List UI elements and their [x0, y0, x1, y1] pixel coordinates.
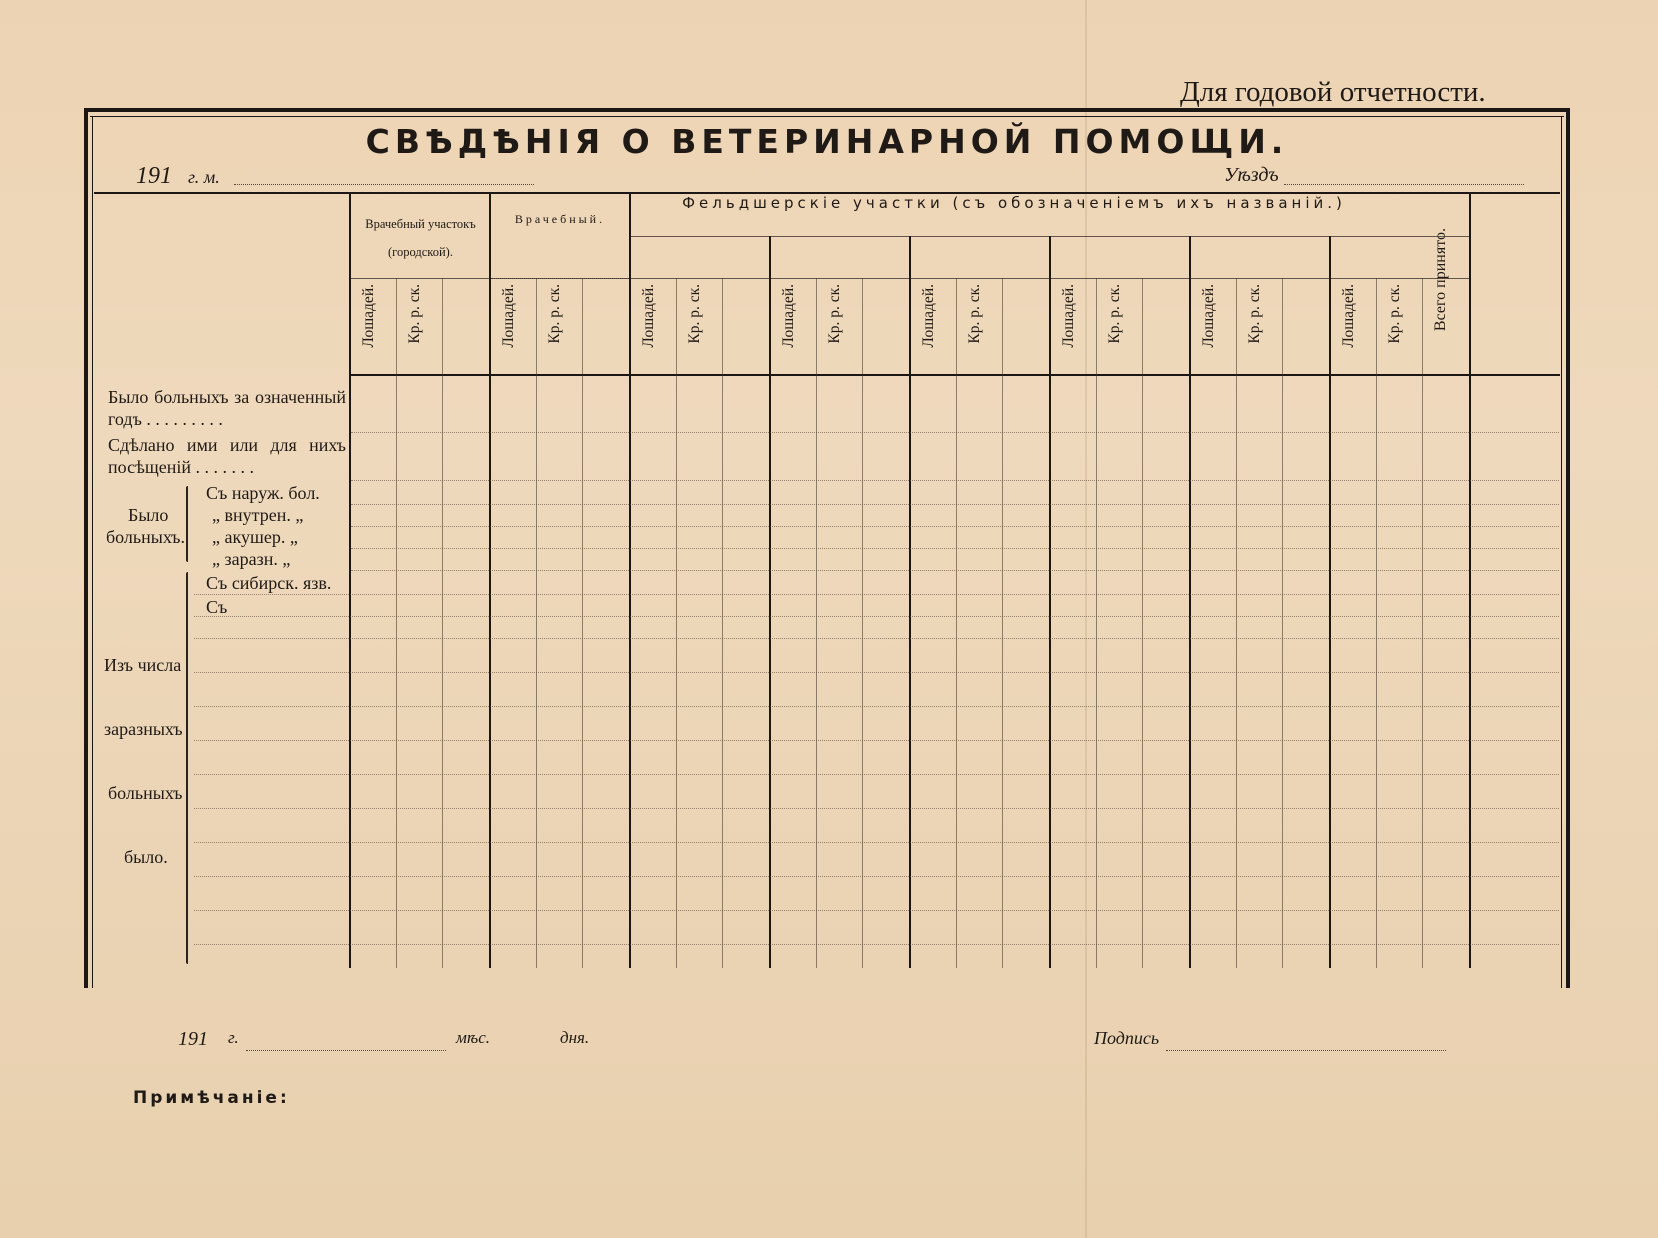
row-rule — [351, 480, 1559, 481]
row-was: было. — [124, 847, 168, 867]
unit-cattle-1: Кр. р. ск. — [406, 284, 423, 344]
row-rule — [194, 638, 1559, 639]
footer-day: дня. — [560, 1028, 590, 1047]
frame-left — [84, 108, 88, 988]
unit-cattle-6: Кр. р. ск. — [1106, 284, 1123, 344]
subcol-rule — [1142, 278, 1143, 968]
row-rule — [351, 526, 1559, 527]
subcol-rule — [442, 278, 443, 968]
footer-signature: Подпись — [1094, 1028, 1160, 1048]
col-divider-labels — [349, 192, 351, 968]
col-divider-7 — [1329, 236, 1331, 968]
row-was-sick-b: больныхъ. — [106, 527, 185, 547]
header-year-suffix: г. м. — [188, 167, 220, 187]
note-label: Примѣчаніе: — [133, 1088, 290, 1108]
row-with: Съ — [206, 597, 228, 617]
header-year: 191 — [136, 163, 172, 189]
subcol-rule — [1376, 278, 1377, 968]
col-divider-2 — [629, 192, 631, 968]
form-title: СВѢДѢНІЯ О ВЕТЕРИНАРНОЙ ПОМОЩИ. — [365, 122, 1289, 161]
unit-cattle-4: Кр. р. ск. — [826, 284, 843, 344]
unit-horses-2: Лошадей. — [500, 284, 517, 348]
unit-horses-4: Лошадей. — [780, 284, 797, 348]
col-divider-total — [1469, 192, 1471, 968]
subheader-rule-units — [351, 278, 1469, 279]
row-rule — [194, 842, 1559, 843]
row-external: Съ наруж. бол. — [206, 483, 320, 503]
unit-horses-6: Лошадей. — [1060, 284, 1077, 348]
unit-cattle-3: Кр. р. ск. — [686, 284, 703, 344]
row-rule — [194, 944, 1559, 945]
header-doctor-district: Врачебный. — [514, 212, 606, 226]
subcol-rule — [816, 278, 817, 968]
footer-g: г. — [228, 1028, 239, 1047]
row-anthrax: Съ сибирск. язв. — [206, 573, 332, 593]
row-rule — [194, 594, 1559, 595]
row-rule — [194, 910, 1559, 911]
subcol-rule — [1282, 278, 1283, 968]
subcol-rule — [582, 278, 583, 968]
subcol-rule — [1002, 278, 1003, 968]
row-rule — [194, 876, 1559, 877]
row-infectious-pl: заразныхъ — [104, 719, 183, 739]
row-rule — [351, 432, 1559, 433]
row-of-number: Изъ числа — [104, 655, 182, 675]
uezd-blank[interactable] — [1284, 184, 1524, 185]
frame-right-inner — [1561, 116, 1562, 988]
brace-infectious — [186, 572, 188, 964]
col-divider-6 — [1189, 236, 1191, 968]
unit-horses-3: Лошадей. — [640, 284, 657, 348]
col-divider-4 — [909, 236, 911, 968]
subheader-rule-feldsher — [631, 236, 1469, 237]
row-rule — [351, 570, 1559, 571]
row-rule — [194, 740, 1559, 741]
footer-month: мѣс. — [456, 1028, 490, 1047]
row-rule — [351, 548, 1559, 549]
unit-cattle-5: Кр. р. ск. — [966, 284, 983, 344]
subcol-rule — [676, 278, 677, 968]
header-total: Всего принято. — [1432, 228, 1449, 332]
header-year-line — [136, 163, 220, 190]
frame-right — [1566, 108, 1570, 988]
row-sick-per-year: Было больныхъ за означенный годъ . . . . . . . . . — [108, 387, 346, 429]
unit-horses-7: Лошадей. — [1200, 284, 1217, 348]
row-internal: „ внутрен. „ — [212, 505, 304, 525]
row-sick-pl: больныхъ — [108, 783, 183, 803]
header-city-district: Врачебный участокъ (городской). — [365, 217, 476, 259]
subcol-rule — [536, 278, 537, 968]
uezd-label: Уѣздъ — [1224, 164, 1279, 186]
veterinary-form — [84, 108, 1570, 988]
row-rule — [194, 616, 1559, 617]
subcol-rule — [1422, 278, 1423, 968]
header-feldsher-districts: Фельдшерскіе участки (съ обозначеніемъ ихъ названій.) — [682, 194, 1346, 212]
header-year-blank[interactable] — [234, 184, 534, 185]
row-rule — [194, 808, 1559, 809]
row-rule — [351, 504, 1559, 505]
footer-date-blank[interactable] — [246, 1050, 446, 1051]
unit-cattle-2: Кр. р. ск. — [546, 284, 563, 344]
footer-year: 191 — [178, 1028, 208, 1050]
frame-left-inner — [92, 116, 93, 988]
unit-horses-8: Лошадей. — [1340, 284, 1357, 348]
subcol-rule — [1096, 278, 1097, 968]
row-rule — [194, 672, 1559, 673]
col-divider-3 — [769, 236, 771, 968]
row-visits: Сдѣлано ими или для нихъ посѣщеній . . . . . . . — [108, 435, 346, 477]
unit-cattle-7: Кр. р. ск. — [1246, 284, 1263, 344]
col-divider-1 — [489, 192, 491, 968]
subcol-rule — [396, 278, 397, 968]
row-rule — [194, 706, 1559, 707]
subcol-rule — [1236, 278, 1237, 968]
subcol-rule — [722, 278, 723, 968]
row-was-sick-a: Было — [128, 505, 169, 525]
row-rule — [194, 774, 1559, 775]
unit-horses-1: Лошадей. — [360, 284, 377, 348]
unit-cattle-8: Кр. р. ск. — [1386, 284, 1403, 344]
unit-horses-5: Лошадей. — [920, 284, 937, 348]
column-header-rule — [350, 374, 1560, 376]
col-divider-5 — [1049, 236, 1051, 968]
row-infectious: „ заразн. „ — [212, 549, 291, 569]
subcol-rule — [862, 278, 863, 968]
annual-report-note: Для годовой отчетности. — [1180, 76, 1486, 108]
footer-signature-blank[interactable] — [1166, 1050, 1446, 1051]
subcol-rule — [956, 278, 957, 968]
frame-top — [84, 108, 1570, 112]
row-obstetric: „ акушер. „ — [212, 527, 298, 547]
brace-was-sick — [186, 486, 188, 562]
frame-top-inner — [90, 116, 1564, 117]
